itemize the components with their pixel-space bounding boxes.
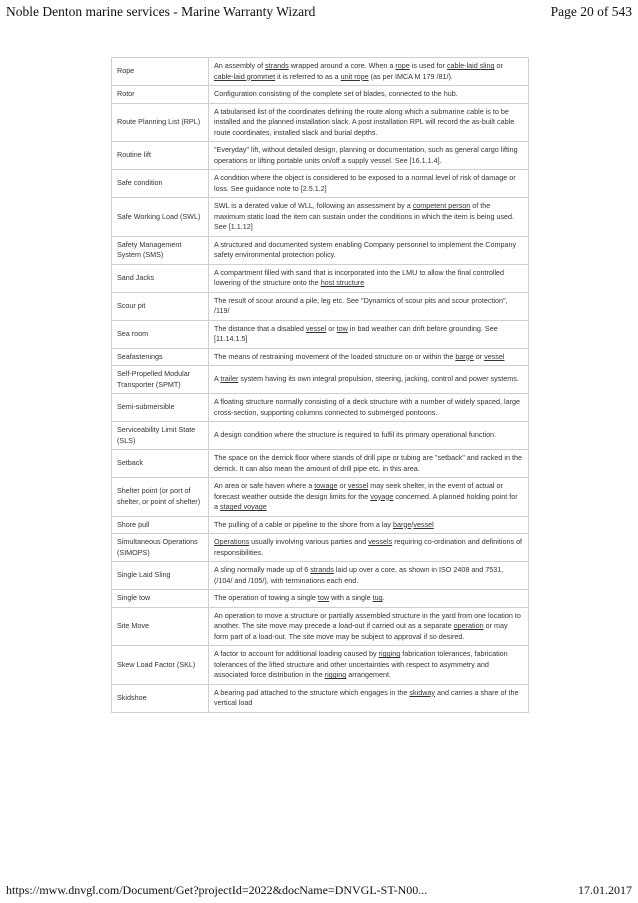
definition-link[interactable]: operation xyxy=(453,621,484,630)
glossary-term: Semi-submersible xyxy=(112,394,209,422)
glossary-term: Safe Working Load (SWL) xyxy=(112,198,209,237)
definition-text: or xyxy=(337,481,348,490)
definition-text: A design condition where the structure is required to fulfil its primary operational function. xyxy=(214,430,497,440)
glossary-term: Simultaneous Operations (SIMOPS) xyxy=(112,534,209,562)
table-row xyxy=(112,264,529,292)
definition-text: (as per IMCA M 179 /81/). xyxy=(368,71,453,81)
table-row xyxy=(112,58,529,86)
page-footer xyxy=(0,881,638,903)
page-number: Page 20 of 543 xyxy=(550,4,632,19)
glossary-definition xyxy=(209,684,529,712)
glossary-term: Shore pull xyxy=(112,516,209,534)
glossary-table xyxy=(111,57,529,713)
glossary-term: Site Move xyxy=(112,607,209,646)
glossary-definition xyxy=(209,516,529,534)
definition-text: system having its own integral propulsion, steering, jacking, control and power systems. xyxy=(238,374,519,384)
glossary-definition xyxy=(209,264,529,292)
glossary-term: Rotor xyxy=(112,86,209,104)
definition-link[interactable]: tow xyxy=(317,593,330,602)
glossary-term: Route Planning List (RPL) xyxy=(112,103,209,142)
glossary-term: Rope xyxy=(112,58,209,86)
definition-text: . xyxy=(382,593,385,602)
definition-link[interactable]: vessel xyxy=(347,481,369,490)
definition-text: laid up over a core, as shown in ISO 2408 and 7531, (/104/ and /105/), with terminations each end. xyxy=(214,565,504,585)
glossary-definition xyxy=(209,646,529,685)
definition-text: fabrication tolerances, fabrication tolerances of the lifted structure and other uncertainties with respect to asymmetry and associated force distribution in the xyxy=(214,649,508,679)
definition-text: in bad weather can drift before grounding. See [11.14.1.5] xyxy=(214,323,498,343)
definition-text: with a single xyxy=(329,593,373,602)
table-row xyxy=(112,590,529,608)
glossary-term: Serviceability Limit State (SLS) xyxy=(112,422,209,450)
glossary-definition xyxy=(209,236,529,264)
definition-text: "Everyday" lift, without detailed design, planning or documentation, such as general cargo lifting operations or lifting portable units on/off a supply vessel. See [16.1.1.4]. xyxy=(214,145,518,165)
header-title: Noble Denton marine services - Marine Warranty Wizard xyxy=(6,4,316,19)
definition-text: or xyxy=(326,323,337,333)
definition-text: arrangement. xyxy=(346,670,391,679)
definition-link[interactable]: vessel xyxy=(305,323,327,333)
glossary-definition xyxy=(209,607,529,646)
table-row xyxy=(112,103,529,142)
definition-link[interactable]: barge xyxy=(393,519,412,529)
definition-link[interactable]: tow xyxy=(336,323,348,333)
definition-text: and carries a share of the vertical load xyxy=(214,687,519,707)
definition-text: A xyxy=(214,374,221,384)
definition-link[interactable]: vessel xyxy=(413,519,434,529)
definition-text: A tabularised list of the coordinates defining the route along which a submarine cable is to be installed and the planned installation slack. A post installation RPL will record the as-built cable route coordinates, installed slack and burial depths. xyxy=(214,106,515,137)
glossary-term: Seafastenings xyxy=(112,348,209,366)
definition-link[interactable]: Operations xyxy=(214,537,250,546)
table-row xyxy=(112,646,529,685)
definition-text: requiring co-ordination and definitions of responsibilities. xyxy=(214,537,523,557)
definition-text: / xyxy=(411,519,414,529)
glossary-definition xyxy=(209,590,529,608)
glossary-term: Self-Propelled Modular Transporter (SPMT) xyxy=(112,366,209,394)
glossary-term: Skew Load Factor (SKL) xyxy=(112,646,209,685)
definition-link[interactable]: cable-laid sling xyxy=(446,61,495,70)
glossary-term: Scour pit xyxy=(112,292,209,320)
glossary-definition xyxy=(209,478,529,517)
glossary-term: Single tow xyxy=(112,590,209,608)
definition-text: The operation of towing a single xyxy=(214,593,318,602)
definition-text: Configuration consisting of the complete set of blades, connected to the hub. xyxy=(214,89,458,98)
table-row xyxy=(112,562,529,590)
glossary-definition xyxy=(209,103,529,142)
table-row xyxy=(112,86,529,104)
definition-link[interactable]: competent person xyxy=(412,201,471,210)
definition-text: A condition where the object is considered to be exposed to a normal level of risk of damage or loss. See guidance note to [2.5.1.2] xyxy=(214,173,516,193)
definition-text: A floating structure normally consisting of a deck structure with a number of widely spaced, large cross-section, supporting columns connected to submerged pontoons. xyxy=(214,397,521,417)
definition-text: An area or safe haven where a xyxy=(214,481,315,490)
definition-text: SWL is a derated value of WLL, following an assessment by a xyxy=(214,201,413,210)
glossary-definition xyxy=(209,534,529,562)
glossary-term: Safe condition xyxy=(112,170,209,198)
definition-link[interactable]: strands xyxy=(265,61,289,70)
definition-link[interactable]: strands xyxy=(310,565,334,574)
table-row xyxy=(112,292,529,320)
glossary-definition xyxy=(209,320,529,348)
table-row xyxy=(112,607,529,646)
definition-text: A factor to account for additional loading caused by xyxy=(214,649,379,658)
glossary-definition xyxy=(209,198,529,237)
glossary-term: Routine lift xyxy=(112,142,209,170)
glossary-term: Shelter point (or port of shelter, or point of shelter) xyxy=(112,478,209,517)
definition-link[interactable]: skidway xyxy=(409,687,435,697)
definition-text: A structured and documented system enabling Company personnel to implement the Company safety environmental protection policy. xyxy=(214,239,517,259)
definition-text: The means of restraining movement of the loaded structure on or within the xyxy=(214,351,456,361)
glossary-definition xyxy=(209,170,529,198)
glossary-definition xyxy=(209,348,529,366)
definition-text: The space on the derrick floor where stands of drill pipe or tubing are "setback" and racked in the derrick. It can also mean the amount of drill pipe etc. in this area. xyxy=(214,453,522,473)
glossary-definition xyxy=(209,58,529,86)
definition-text: or may form part of a load-out. The site move may be subject to approval if so desired. xyxy=(214,621,508,641)
page-header xyxy=(0,0,638,24)
definition-text: of the maximum static load the item can sustain under the conditions in which the item is being used. See [1.1.12] xyxy=(214,201,515,231)
definition-link[interactable]: towage xyxy=(314,481,338,490)
glossary-term: Sea room xyxy=(112,320,209,348)
table-row xyxy=(112,422,529,450)
glossary-term: Safety Management System (SMS) xyxy=(112,236,209,264)
definition-link[interactable]: staged voyage xyxy=(220,502,267,511)
definition-text: or xyxy=(494,61,503,70)
glossary-definition xyxy=(209,366,529,394)
definition-text: is used for xyxy=(409,61,447,70)
table-row xyxy=(112,198,529,237)
definition-text: wrapped around a core. When a xyxy=(288,61,396,70)
definition-text: An operation to move a structure or partially assembled structure in the yard from one location to another. The site move may precede a load-out if carried out as a separate xyxy=(214,610,521,630)
definition-link[interactable]: host structure xyxy=(320,278,365,287)
glossary-term: Single Laid Sling xyxy=(112,562,209,590)
footer-date: 17.01.2017 xyxy=(578,883,632,897)
glossary-term: Setback xyxy=(112,450,209,478)
table-row xyxy=(112,684,529,712)
glossary-definition xyxy=(209,450,529,478)
definition-text: it is referred to as a xyxy=(275,71,341,81)
definition-text: The distance that a disabled xyxy=(214,323,306,333)
table-row xyxy=(112,534,529,562)
definition-link[interactable]: rigging xyxy=(378,649,401,658)
definition-text: The pulling of a cable or pipeline to the shore from a lay xyxy=(214,519,393,529)
definition-link[interactable]: trailer xyxy=(220,374,239,384)
definition-text: A sling normally made up of 6 xyxy=(214,565,311,574)
table-row xyxy=(112,478,529,517)
glossary-term: Sand Jacks xyxy=(112,264,209,292)
definition-text: usually involving various parties and xyxy=(249,537,369,546)
glossary-definition xyxy=(209,394,529,422)
definition-link[interactable]: rope xyxy=(395,61,410,70)
glossary-definition xyxy=(209,422,529,450)
definition-link[interactable]: vessel xyxy=(484,351,505,361)
table-row xyxy=(112,366,529,394)
definition-text: A compartment filled with sand that is incorporated into the LMU to allow the final controlled lowering of the structure onto the xyxy=(214,267,505,287)
table-row xyxy=(112,450,529,478)
definition-text: The result of scour around a pile, leg etc. See "Dynamics of scour pits and scour protection", /119/ xyxy=(214,295,508,315)
glossary-definition xyxy=(209,292,529,320)
definition-link[interactable]: voyage xyxy=(370,491,394,501)
glossary-definition xyxy=(209,86,529,104)
footer-url[interactable]: https://mww.dnvgl.com/Document/Get?projectId=2022&docName=DNVGL-ST-N00... xyxy=(6,883,428,897)
table-row xyxy=(112,142,529,170)
table-row xyxy=(112,348,529,366)
definition-link[interactable]: rigging xyxy=(324,670,347,679)
definition-text: or xyxy=(473,351,485,361)
definition-link[interactable]: unit rope xyxy=(340,71,369,81)
table-row xyxy=(112,320,529,348)
table-row xyxy=(112,236,529,264)
glossary-definition xyxy=(209,142,529,170)
definition-link[interactable]: vessels xyxy=(368,537,393,546)
glossary-term: Skidshoe xyxy=(112,684,209,712)
table-row xyxy=(112,170,529,198)
definition-link[interactable]: cable-laid grommet xyxy=(214,71,276,81)
definition-text: An assembly of xyxy=(214,61,266,70)
definition-text: A bearing pad attached to the structure which engages in the xyxy=(214,687,410,697)
table-row xyxy=(112,394,529,422)
definition-text: may seek shelter, in the event of actual or forecast weather outside the design limits for the xyxy=(214,481,503,501)
definition-text: concerned. A planned holding point for a xyxy=(214,491,518,511)
definition-link[interactable]: barge xyxy=(455,351,474,361)
table-row xyxy=(112,516,529,534)
glossary-definition xyxy=(209,562,529,590)
definition-link[interactable]: tug xyxy=(372,593,383,602)
